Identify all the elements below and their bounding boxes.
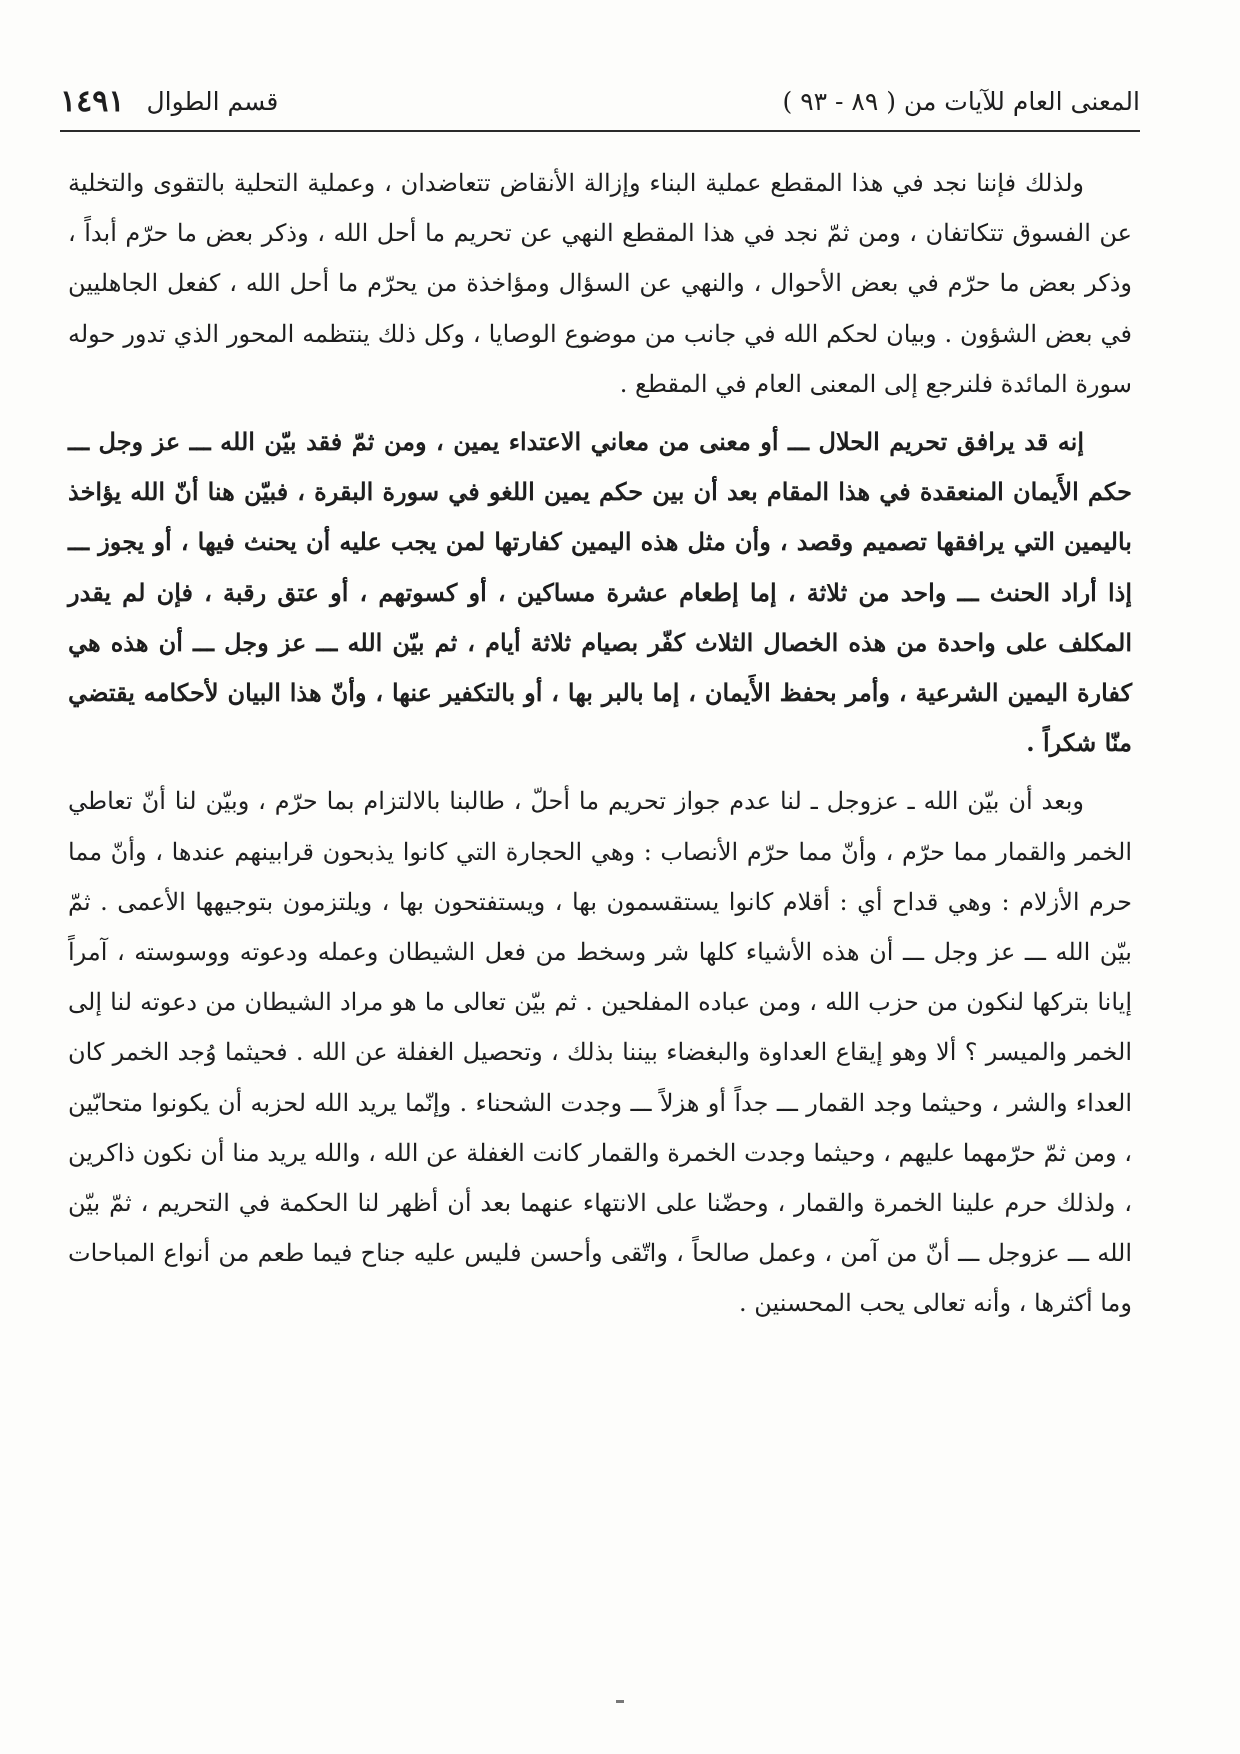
header-rule <box>60 130 1140 132</box>
header-section-group <box>60 84 278 119</box>
paragraph-1: ولذلك فإننا نجد في هذا المقطع عملية البناء وإزالة الأنقاض تتعاضدان ، وعملية التحلية بالتقوى والتخلية عن الفسوق تتكاتفان ، ومن ثمّ نجد في هذا المقطع النهي عن تحريم ما أحل الله ، وذكر بعض ما حرّم أبداً ، وذكر بعض ما حرّم في بعض الأحوال ، والنهي عن السؤال ومؤاخذة من يحرّم ما أحل الله ، كفعل الجاهليين في بعض الشؤون . وبيان لحكم الله في جانب من موضوع الوصايا ، وكل ذلك ينتظمه المحور الذي تدور حوله سورة المائدة فلنرجع إلى المعنى العام في المقطع . <box>68 169 1132 398</box>
page-number: ١٤٩١ <box>60 83 125 119</box>
running-header <box>60 74 1140 128</box>
paragraph-2: إنه قد يرافق تحريم الحلال ـــ أو معنى من معاني الاعتداء يمين ، ومن ثمّ فقد بيّن الله ـــ عز وجل ـــ حكم الأَيمان المنعقدة في هذا المقام بعد أن بين حكم يمين اللغو في سورة البقرة ، فبيّن هنا أنّ الله يؤاخذ باليمين التي يرافقها تصميم وقصد ، وأن مثل هذه اليمين كفارتها لمن يجب عليه أن يحنث فيها ، أو يجوز ـــ إذا أراد الحنث ـــ واحد من ثلاثة ، إما إطعام عشرة مساكين ، أو كسوتهم ، أو عتق رقبة ، فإن لم يقدر المكلف على واحدة من هذه الخصال الثلاث كفّر بصيام ثلاثة أيام ، ثم بيّن الله ـــ عز وجل ـــ أن هذه هي كفارة اليمين الشرعية ، وأمر بحفظ الأَيمان ، إما بالبر بها ، أو بالتكفير عنها ، وأنّ هذا البيان لأحكامه يقتضي منّا شكراً . <box>68 427 1132 758</box>
footer-ink-mark <box>616 1700 624 1703</box>
body-text <box>68 158 1132 1329</box>
running-title: المعنى العام للآيات من ( ٨٩ - ٩٣ ) <box>782 86 1140 116</box>
section-name: قسم الطوال <box>146 86 279 116</box>
paragraph-3: وبعد أن بيّن الله ـ عزوجل ـ لنا عدم جواز تحريم ما أحلّ ، طالبنا بالالتزام بما حرّم ، وبيّن لنا أنّ تعاطي الخمر والقمار مما حرّم ، وأنّ مما حرّم الأنصاب : وهي الحجارة التي كانوا يذبحون قرابينهم عندها ، وأنّ مما حرم الأزلام : وهي قداح أي : أقلام كانوا يستقسمون بها ، ويستفتحون بها ، ويلتزمون بتوجيهها الأعمى . ثمّ بيّن الله ـــ عز وجل ـــ أن هذه الأشياء كلها شر وسخط من فعل الشيطان وعمله ودعوته ووسوسته ، آمراً إيانا بتركها لنكون من حزب الله ، ومن عباده المفلحين . ثم بيّن تعالى ما هو مراد الشيطان من دعوته لنا إلى الخمر والميسر ؟ ألا وهو إيقاع العداوة والبغضاء بيننا بذلك ، وتحصيل الغفلة عن الله . فحيثما وُجد الخمر كان العداء والشر ، وحيثما وجد القمار ـــ جداً أو هزلاً ـــ وجدت الشحناء . وإنّما يريد الله لحزبه أن يكونوا متحابّين ، ومن ثمّ حرّمهما عليهم ، وحيثما وجدت الخمرة والقمار كانت الغفلة عن الله ، والله يريد منا أن نكون ذاكرين ، ولذلك حرم علينا الخمرة والقمار ، وحضّنا على الانتهاء عنهما بعد أن أظهر لنا الحكمة في التحريم ، ثمّ بيّن الله ـــ عزوجل ـــ أنّ من آمن ، وعمل صالحاً ، واتّقى وأحسن فليس عليه جناح فيما طعم من أنواع المباحات وما أكثرها ، وأنه تعالى يحب المحسنين . <box>68 787 1132 1318</box>
